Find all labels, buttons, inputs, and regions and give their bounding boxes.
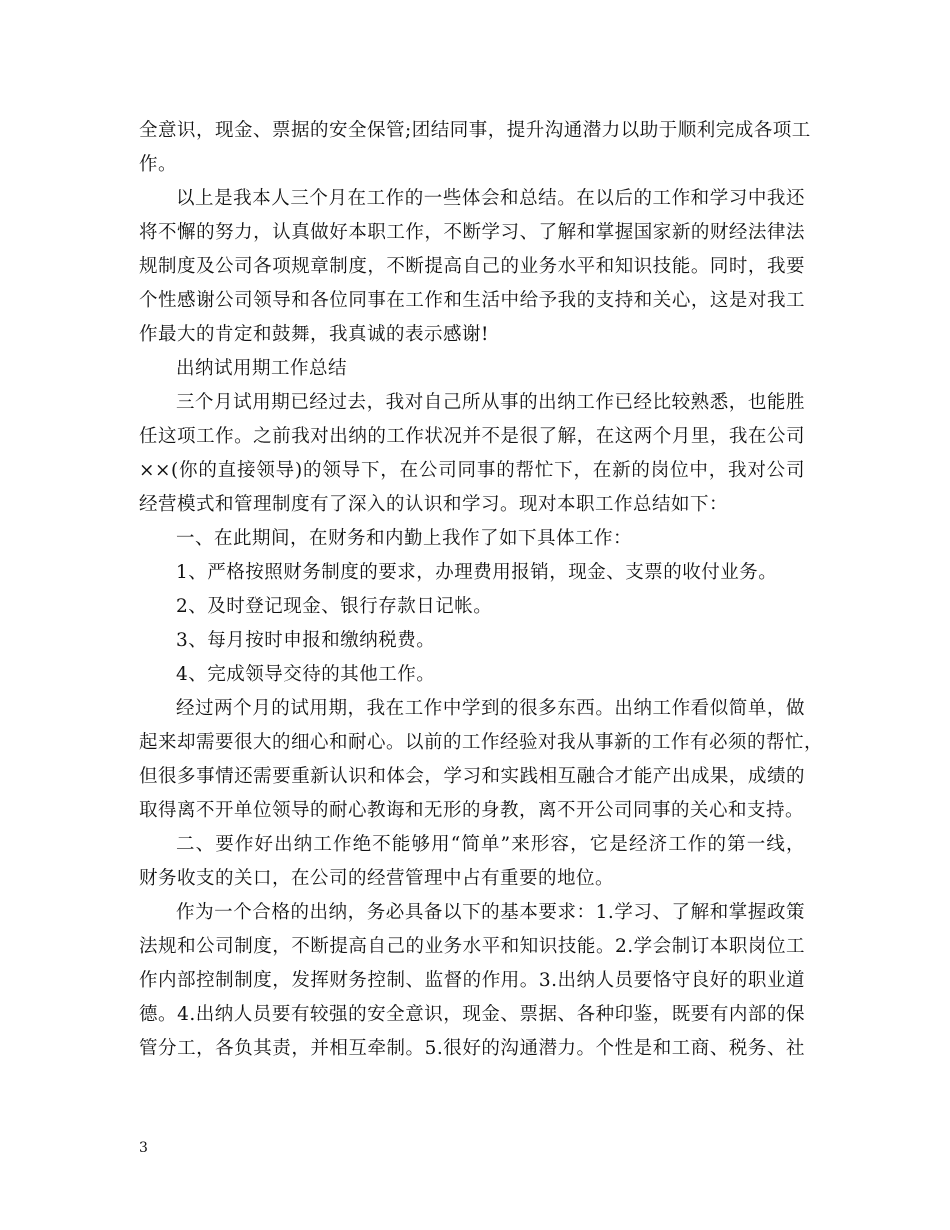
list-item: 4、完成领导交待的其他工作。	[176, 664, 436, 685]
text-line: 经营模式和管理制度有了深入的认识和学习。现对本职工作总结如下：	[139, 494, 729, 515]
text-line: 但很多事情还需要重新认识和体会，学习和实践相互融合才能产出成果，成绩的	[139, 766, 805, 787]
text-line: ××(你的直接领导)的领导下，在公司同事的帮忙下，在新的岗位中，我对公司	[139, 460, 805, 481]
paragraph-start-line: 经过两个月的试用期，我在工作中学到的很多东西。出纳工作看似简单，做	[176, 698, 805, 719]
document-body	[139, 114, 824, 1066]
text-line: 全意识，现金、票据的安全保管;团结同事，提升沟通潜力以助于顺利完成各项工	[139, 120, 811, 141]
text-line: 作内部控制制度，发挥财务控制、监督的作用。3.出纳人员要恪守良好的职业道	[139, 970, 805, 991]
text-line: 起来却需要很大的细心和耐心。以前的工作经验对我从事新的工作有必须的帮忙，	[139, 732, 824, 753]
paragraph-start-line: 作为一个合格的出纳，务必具备以下的基本要求：1.学习、了解和掌握政策	[176, 902, 805, 923]
paragraph-start-line: 三个月试用期已经过去，我对自己所从事的出纳工作已经比较熟悉，也能胜	[176, 392, 805, 413]
text-line: 作最大的肯定和鼓舞，我真诚的表示感谢!	[139, 324, 489, 345]
text-line: 管分工，各负其责，并相互牵制。5.很好的沟通潜力。个性是和工商、税务、社	[139, 1038, 805, 1059]
text-line: 取得离不开单位领导的耐心教诲和无形的身教，离不开公司同事的关心和支持。	[139, 800, 805, 821]
text-line: 法规和公司制度，不断提高自己的业务水平和知识技能。2.学会制订本职岗位工	[139, 936, 805, 957]
paragraph-start-line: 二、要作好出纳工作绝不能够用“简单”来形容，它是经济工作的第一线，	[176, 834, 805, 855]
text-line: 财务收支的关口，在公司的经营管理中占有重要的地位。	[139, 868, 615, 889]
text-line: 将不懈的努力，认真做好本职工作，不断学习、了解和掌握国家新的财经法律法	[139, 222, 805, 243]
section-title: 出纳试用期工作总结	[176, 358, 348, 379]
text-line: 个性感谢公司领导和各位同事在工作和生活中给予我的支持和关心，这是对我工	[139, 290, 805, 311]
text-line: 德。4.出纳人员要有较强的安全意识，现金、票据、各种印鉴，既要有内部的保	[139, 1004, 805, 1025]
text-line: 规制度及公司各项规章制度，不断提高自己的业务水平和知识技能。同时，我要	[139, 256, 805, 277]
list-item: 1、严格按照财务制度的要求，办理费用报销，现金、支票的收付业务。	[176, 562, 778, 583]
text-line: 任这项工作。之前我对出纳的工作状况并不是很了解，在这两个月里，我在公司	[139, 426, 805, 447]
paragraph-start-line: 以上是我本人三个月在工作的一些体会和总结。在以后的工作和学习中我还	[176, 188, 805, 209]
page-number: 3	[139, 1140, 148, 1156]
list-item: 2、及时登记现金、银行存款日记帐。	[176, 596, 493, 617]
list-item: 3、每月按时申报和缴纳税费。	[176, 630, 436, 651]
list-heading: 一、在此期间，在财务和内勤上我作了如下具体工作：	[176, 528, 633, 549]
text-line: 作。	[139, 154, 178, 175]
